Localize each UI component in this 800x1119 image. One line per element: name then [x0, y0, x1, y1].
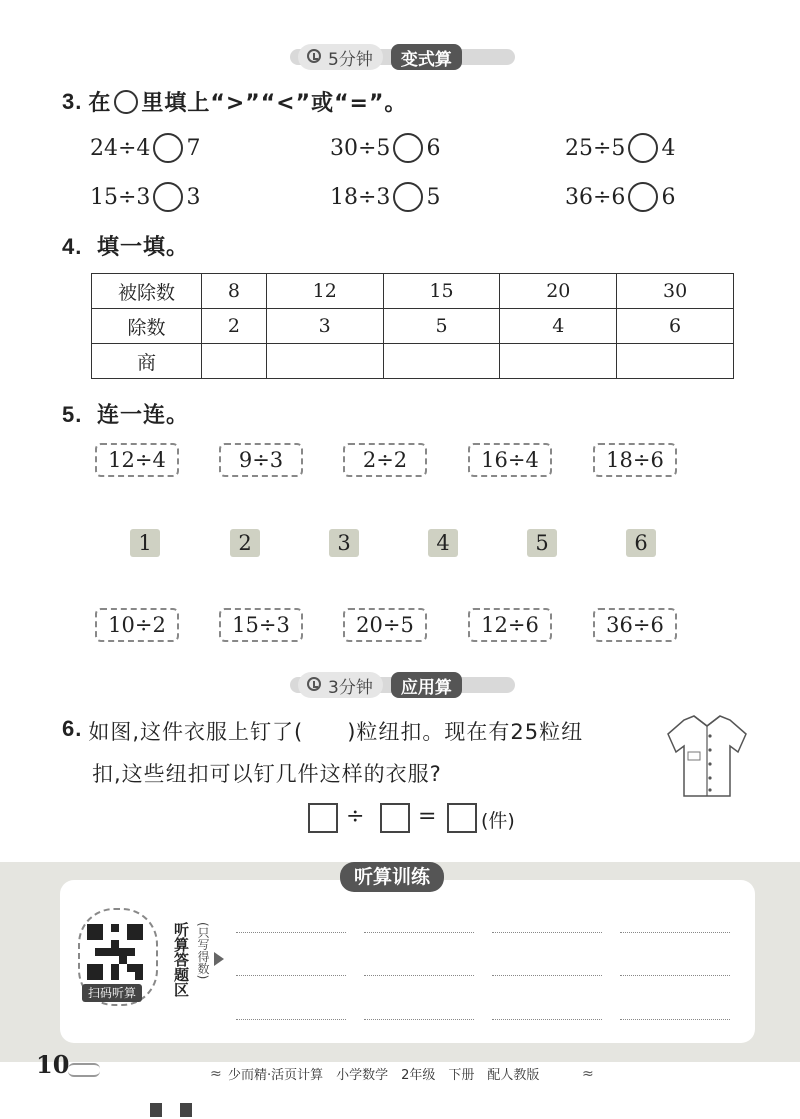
compare-item — [565, 182, 675, 212]
expression-card[interactable]: 15÷3 — [219, 608, 303, 642]
answer-circle[interactable] — [393, 182, 423, 212]
table-cell: 4 — [500, 309, 617, 344]
answer-box-divisor[interactable] — [380, 803, 410, 833]
clock-icon — [307, 677, 321, 691]
question-number: 3. — [62, 88, 83, 114]
expression-card[interactable]: 16÷4 — [468, 443, 552, 477]
expression-card[interactable]: 10÷2 — [95, 608, 179, 642]
listening-title: 听算训练 — [340, 862, 444, 892]
unit-label: (件) — [481, 810, 515, 832]
table-cell: 8 — [202, 274, 267, 309]
title-part: 里填上“>”“<”或“=”。 — [141, 91, 408, 116]
title-part: 在 — [88, 91, 112, 116]
table-cell: 2 — [202, 309, 267, 344]
question-3-title — [62, 86, 407, 117]
question-text: 如图,这件衣服上钉了( )粒纽扣。现在有25粒纽 — [88, 720, 584, 744]
answer-circle[interactable] — [393, 133, 423, 163]
compare-right: 6 — [426, 135, 441, 161]
number-tile[interactable]: 1 — [130, 529, 160, 557]
compare-right: 4 — [661, 135, 676, 161]
question-number: 5. — [62, 402, 83, 427]
section-tag: 应用算 — [391, 672, 462, 698]
title-text: 填一填。 — [97, 235, 190, 260]
expression-card[interactable]: 20÷5 — [343, 608, 427, 642]
expression-card[interactable]: 12÷4 — [95, 443, 179, 477]
compare-right: 7 — [186, 135, 201, 161]
compare-item — [330, 133, 440, 163]
time-pill — [298, 672, 383, 698]
qr-code-icon[interactable] — [87, 924, 143, 980]
division-table — [91, 273, 734, 379]
compare-item — [90, 133, 200, 163]
answer-circle[interactable] — [153, 182, 183, 212]
answer-cell[interactable] — [617, 344, 734, 379]
table-cell: 12 — [266, 274, 383, 309]
shirt-icon — [666, 712, 748, 800]
answer-line[interactable] — [236, 932, 346, 933]
answer-box-quotient[interactable] — [447, 803, 477, 833]
row-header: 被除数 — [92, 274, 202, 309]
compare-right: 3 — [186, 184, 201, 210]
question-6-line2: 扣,这些纽扣可以钉几件这样的衣服? — [92, 762, 442, 786]
compare-item — [330, 182, 440, 212]
answer-cell[interactable] — [266, 344, 383, 379]
table-cell: 6 — [617, 309, 734, 344]
book-info: 少而精·活页计算 小学数学 2年级 下册 配人教版 — [228, 1068, 540, 1083]
number-tile[interactable]: 4 — [428, 529, 458, 557]
answer-cell[interactable] — [383, 344, 500, 379]
table-cell: 30 — [617, 274, 734, 309]
section-banner-variant — [290, 42, 515, 72]
answer-line[interactable] — [236, 975, 346, 976]
table-row — [92, 274, 734, 309]
circle-icon — [114, 90, 138, 114]
expression-card[interactable]: 18÷6 — [593, 443, 677, 477]
compare-left: 15÷3 — [90, 184, 151, 210]
clock-icon — [307, 49, 321, 63]
compare-left: 30÷5 — [330, 135, 391, 161]
answer-area-label: 听算答题区 — [172, 922, 190, 997]
number-tile[interactable]: 6 — [626, 529, 656, 557]
time-pill — [298, 44, 383, 70]
answer-area-note: (只写得数) — [196, 922, 210, 980]
question-5-title — [62, 398, 189, 429]
answer-line[interactable] — [364, 975, 474, 976]
divide-sign: ÷ — [346, 804, 365, 829]
compare-right: 6 — [661, 184, 676, 210]
number-tile[interactable]: 5 — [527, 529, 557, 557]
equals-sign: = — [418, 804, 437, 829]
answer-circle[interactable] — [628, 182, 658, 212]
row-header: 商 — [92, 344, 202, 379]
answer-line[interactable] — [620, 975, 730, 976]
answer-line[interactable] — [620, 1019, 730, 1020]
title-text: 连一连。 — [97, 403, 190, 428]
answer-line[interactable] — [492, 1019, 602, 1020]
table-cell: 3 — [266, 309, 383, 344]
table-row — [92, 344, 734, 379]
corner-mark — [180, 1103, 192, 1117]
row-header: 除数 — [92, 309, 202, 344]
compare-left: 18÷3 — [330, 184, 391, 210]
compare-left: 36÷6 — [565, 184, 626, 210]
answer-circle[interactable] — [628, 133, 658, 163]
answer-line[interactable] — [364, 1019, 474, 1020]
compare-left: 25÷5 — [565, 135, 626, 161]
answer-line[interactable] — [236, 1019, 346, 1020]
number-tile[interactable]: 3 — [329, 529, 359, 557]
arrow-icon — [214, 952, 224, 966]
expression-card[interactable]: 2÷2 — [343, 443, 427, 477]
compare-item — [565, 133, 675, 163]
table-cell: 15 — [383, 274, 500, 309]
corner-mark — [150, 1103, 162, 1117]
footer-left-wave: ≈ — [210, 1066, 222, 1082]
expression-card[interactable]: 36÷6 — [593, 608, 677, 642]
answer-line[interactable] — [492, 932, 602, 933]
compare-item — [90, 182, 200, 212]
footer-right-wave: ≈ — [582, 1066, 594, 1082]
section-tag: 变式算 — [391, 44, 462, 70]
page-number: 10 — [36, 1050, 70, 1079]
table-cell: 20 — [500, 274, 617, 309]
time-label: 3分钟 — [328, 677, 373, 698]
compare-left: 24÷4 — [90, 135, 151, 161]
answer-box-dividend[interactable] — [308, 803, 338, 833]
time-label: 5分钟 — [328, 49, 373, 70]
answer-line[interactable] — [364, 932, 474, 933]
question-6-line1 — [62, 716, 583, 746]
answer-circle[interactable] — [153, 133, 183, 163]
answer-line[interactable] — [620, 932, 730, 933]
section-banner-application — [290, 670, 515, 700]
qr-label: 扫码听算 — [82, 984, 142, 1002]
table-cell: 5 — [383, 309, 500, 344]
question-4-title — [62, 230, 189, 261]
answer-cell[interactable] — [202, 344, 267, 379]
question-number: 6. — [62, 716, 83, 741]
expression-card[interactable]: 12÷6 — [468, 608, 552, 642]
number-tile[interactable]: 2 — [230, 529, 260, 557]
wave-decoration — [68, 1063, 100, 1077]
compare-right: 5 — [426, 184, 441, 210]
table-row — [92, 309, 734, 344]
answer-line[interactable] — [492, 975, 602, 976]
question-number: 4. — [62, 234, 83, 259]
answer-cell[interactable] — [500, 344, 617, 379]
expression-card[interactable]: 9÷3 — [219, 443, 303, 477]
